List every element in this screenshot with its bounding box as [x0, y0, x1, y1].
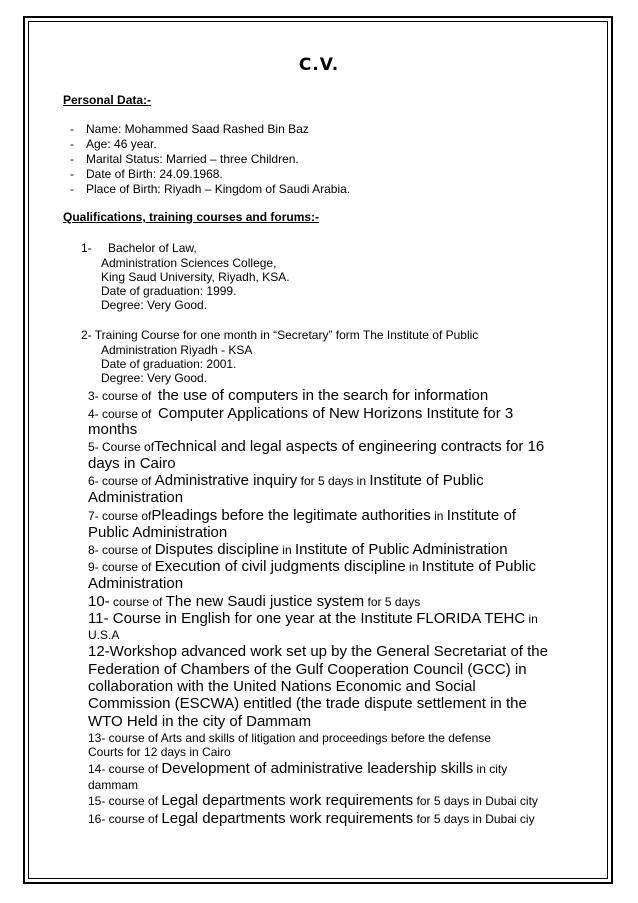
course-12-line-2: Federation of Chambers of the Gulf Cooperation Council (GCC) in	[88, 661, 527, 678]
course-13-line-2: Courts for 12 days in Cairo	[88, 745, 231, 759]
bullet-dash: -	[70, 167, 74, 181]
bullet-dash: -	[70, 182, 74, 196]
course-7-cont: Public Administration	[88, 524, 228, 541]
q2-line-3: Date of graduation: 2001.	[101, 357, 237, 371]
course-11-cont: U.S.A	[88, 628, 120, 642]
q2-line-4: Degree: Very Good.	[101, 371, 208, 385]
course-12-line-3: collaboration with the United Nations Economic and Social	[88, 678, 476, 695]
q1-line-5: Degree: Very Good.	[101, 298, 208, 312]
course-10: 10- course of The new Saudi justice system for 5 days	[88, 593, 421, 610]
course-13-line-1: 13- course of Arts and skills of litigation and proceedings before the defense	[88, 731, 491, 745]
q1-line-2: Administration Sciences College,	[101, 256, 277, 270]
course-8: 8- course of Disputes discipline in Institute of Public Administration	[88, 541, 508, 558]
bullet-dash: -	[70, 122, 74, 136]
q1-line-3: King Saud University, Riyadh, KSA.	[101, 270, 290, 284]
course-11: 11- Course in English for one year at the Institute FLORIDA TEHC in	[88, 610, 538, 627]
course-12-line-4: Commission (ESCWA) entitled (the trade dispute settlement in the	[88, 695, 527, 712]
course-15: 15- course of Legal departments work requirements for 5 days in Dubai city	[88, 792, 538, 809]
course-16: 16- course of Legal departments work requirements for 5 days in Dubai ciy	[88, 810, 535, 827]
q1-line-4: Date of graduation: 1999.	[101, 284, 237, 298]
course-12-line-5: WTO Held in the city of Dammam	[88, 713, 312, 730]
course-6: 6- course of Administrative inquiry for 5 days in Institute of Public	[88, 472, 484, 489]
course-9: 9- course of Execution of civil judgments discipline in Institute of Public	[88, 558, 536, 575]
course-4: 4- course of Computer Applications of New Horizons Institute for 3	[88, 405, 514, 422]
bullet-dash: -	[70, 137, 74, 151]
course-7: 7- course ofPleadings before the legitimate authorities in Institute of	[88, 507, 516, 524]
course-14: 14- course of Development of administrative leadership skills in city	[88, 760, 508, 777]
cv-title: C.V.	[298, 55, 340, 75]
personal-data-heading: Personal Data:-	[63, 93, 152, 107]
q1-number: 1-	[81, 241, 92, 255]
course-12-line-1: 12-Workshop advanced work set up by the General Secretariat of the	[88, 643, 548, 660]
q2-line-1: 2- Training Course for one month in “Secretary” form The Institute of Public	[81, 328, 479, 342]
course-3: 3- course of the use of computers in the search for information	[88, 387, 489, 404]
course-6-cont: Administration	[88, 489, 184, 506]
course-9-cont: Administration	[88, 575, 184, 592]
course-5-cont: days in Cairo	[88, 455, 176, 472]
qualifications-heading: Qualifications, training courses and forums:-	[63, 210, 320, 224]
q1-line-1: Bachelor of Law,	[108, 241, 197, 255]
course-14-cont: dammam	[88, 778, 139, 792]
course-5: 5- Course ofTechnical and legal aspects of engineering contracts for 16	[88, 438, 545, 455]
bullet-dash: -	[70, 152, 74, 166]
course-4-cont: months	[88, 421, 138, 438]
q2-line-2: Administration Riyadh - KSA	[101, 343, 253, 357]
